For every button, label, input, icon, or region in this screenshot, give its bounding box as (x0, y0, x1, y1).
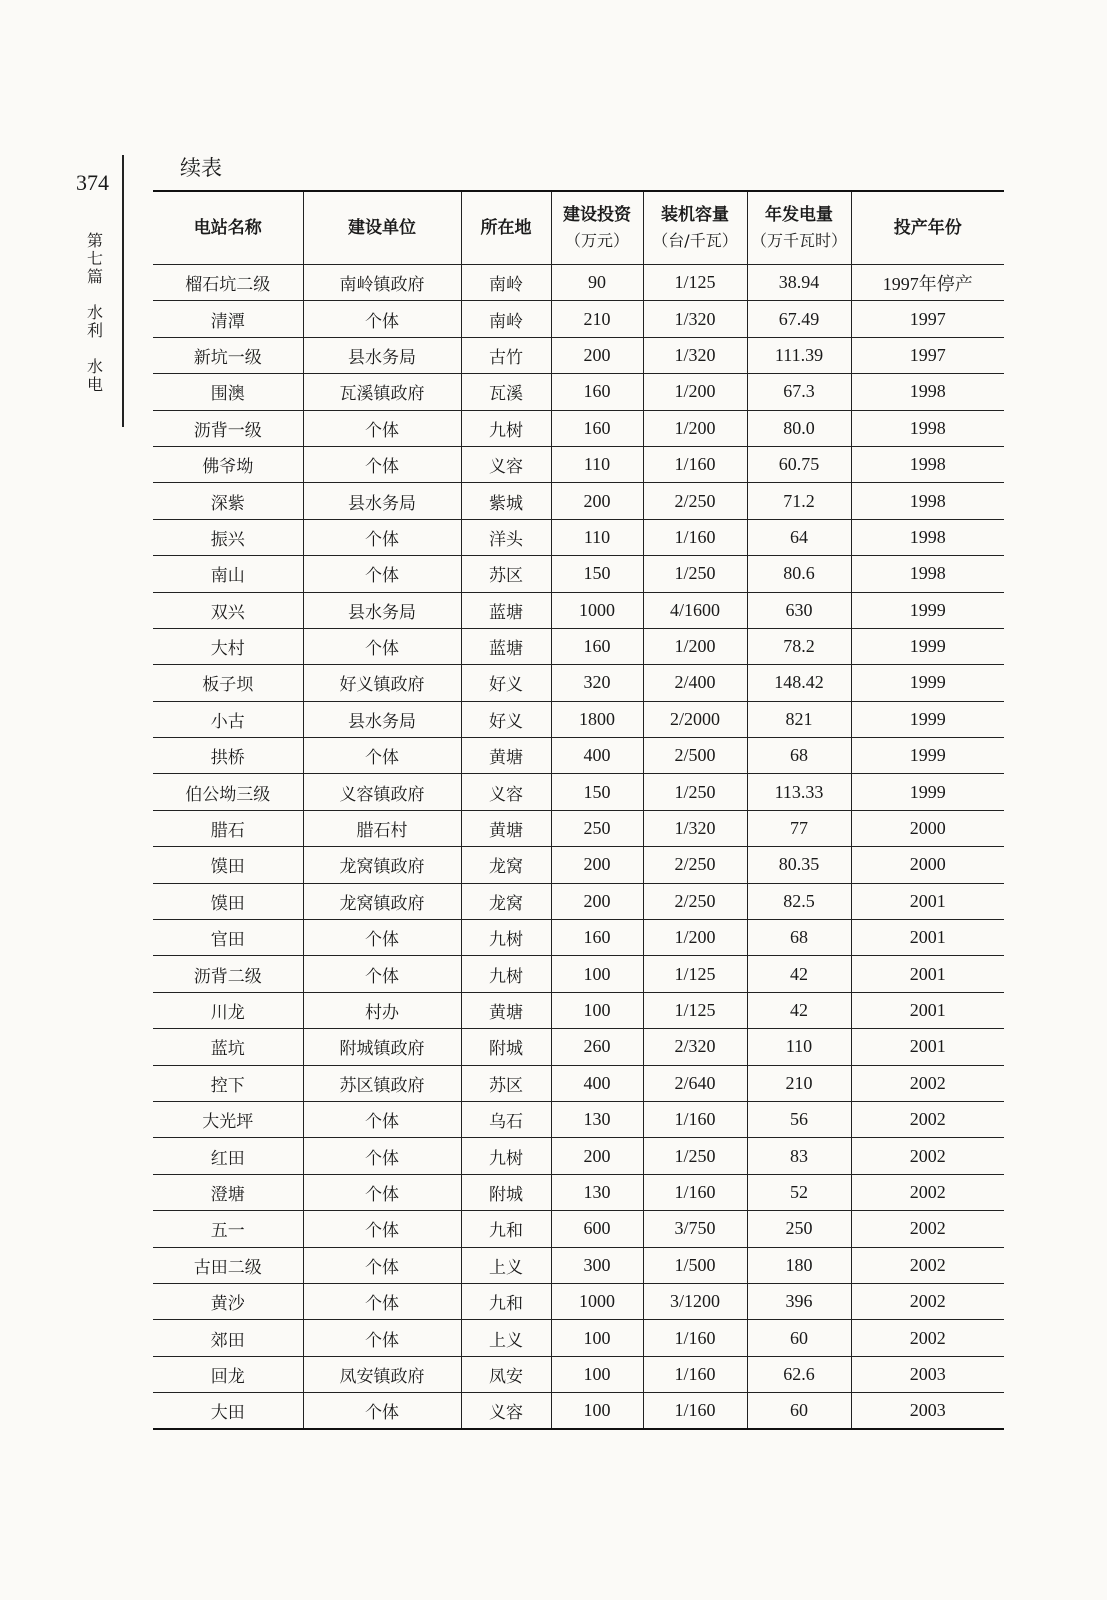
table-cell: 2/250 (643, 883, 747, 919)
table-cell: 2001 (851, 1029, 1004, 1065)
table-cell: 义容 (461, 774, 551, 810)
table-row (153, 810, 1004, 846)
table-cell: 1/125 (643, 956, 747, 992)
table-cell: 3/750 (643, 1211, 747, 1247)
table-cell: 龙窝 (461, 883, 551, 919)
table-row (153, 628, 1004, 664)
table-cell: 九树 (461, 1138, 551, 1174)
table-cell: 260 (551, 1029, 643, 1065)
table-cell: 78.2 (747, 628, 851, 664)
table-cell: 新坑一级 (153, 337, 303, 373)
table-cell: 100 (551, 1356, 643, 1392)
table-cell: 上义 (461, 1247, 551, 1283)
table-cell: 沥背一级 (153, 410, 303, 446)
table-cell: 2/250 (643, 483, 747, 519)
table-cell: 乌石 (461, 1101, 551, 1137)
table-cell: 南山 (153, 556, 303, 592)
table-row (153, 301, 1004, 337)
table-cell: 56 (747, 1101, 851, 1137)
table-cell: 1999 (851, 665, 1004, 701)
table-cell: 2002 (851, 1101, 1004, 1137)
table-cell: 1/200 (643, 374, 747, 410)
table-cell: 110 (551, 446, 643, 482)
table-cell: 2002 (851, 1211, 1004, 1247)
table-cell: 黄塘 (461, 810, 551, 846)
table-cell: 38.94 (747, 265, 851, 301)
table-cell: 2/500 (643, 738, 747, 774)
table-cell: 大田 (153, 1393, 303, 1429)
table-cell: 围澳 (153, 374, 303, 410)
table-cell: 个体 (303, 1174, 461, 1210)
table-cell: 红田 (153, 1138, 303, 1174)
table-cell: 村办 (303, 992, 461, 1028)
table-cell: 396 (747, 1283, 851, 1319)
table-cell: 个体 (303, 1211, 461, 1247)
table-row (153, 1138, 1004, 1174)
table-cell: 1999 (851, 628, 1004, 664)
table-cell: 南岭 (461, 301, 551, 337)
table-row (153, 1174, 1004, 1210)
table-cell: 苏区 (461, 556, 551, 592)
table-cell: 250 (551, 810, 643, 846)
table-cell: 2/250 (643, 847, 747, 883)
side-label-char: 水 (86, 303, 103, 322)
table-cell: 附城 (461, 1029, 551, 1065)
table-cell: 67.3 (747, 374, 851, 410)
table-cell: 黄沙 (153, 1283, 303, 1319)
table-cell: 300 (551, 1247, 643, 1283)
table-cell: 2000 (851, 810, 1004, 846)
table-cell: 龙窝 (461, 847, 551, 883)
table-cell: 振兴 (153, 519, 303, 555)
table-row (153, 992, 1004, 1028)
table-cell: 160 (551, 410, 643, 446)
table-cell: 九树 (461, 410, 551, 446)
table-cell: 67.49 (747, 301, 851, 337)
side-label-char: 篇 (86, 267, 103, 286)
table-cell: 大光坪 (153, 1101, 303, 1137)
table-row (153, 265, 1004, 301)
table-cell: 2001 (851, 883, 1004, 919)
table-cell: 110 (747, 1029, 851, 1065)
table-cell: 澄塘 (153, 1174, 303, 1210)
table-cell: 2003 (851, 1356, 1004, 1392)
table-cell: 80.0 (747, 410, 851, 446)
side-label-char: 水 (86, 357, 103, 376)
table-cell: 蓝塘 (461, 628, 551, 664)
column-header (303, 191, 461, 265)
table-cell: 个体 (303, 628, 461, 664)
table-cell: 1999 (851, 592, 1004, 628)
table-cell: 630 (747, 592, 851, 628)
table-cell: 个体 (303, 1283, 461, 1319)
table-cell: 1/250 (643, 774, 747, 810)
table-row (153, 556, 1004, 592)
table-cell: 黄塘 (461, 992, 551, 1028)
table-cell: 1/250 (643, 556, 747, 592)
table-cell: 个体 (303, 1393, 461, 1429)
table-row (153, 483, 1004, 519)
table-cell: 1997年停产 (851, 265, 1004, 301)
table-cell: 县水务局 (303, 592, 461, 628)
column-header-unit: （万元） (564, 231, 629, 250)
table-cell: 2003 (851, 1393, 1004, 1429)
table-cell: 64 (747, 519, 851, 555)
table-row (153, 956, 1004, 992)
table-cell: 1/320 (643, 337, 747, 373)
column-header (461, 191, 551, 265)
column-header-title: 建设投资 (563, 205, 631, 225)
column-header-unit: （万千瓦时） (750, 231, 847, 250)
table-cell: 1/125 (643, 992, 747, 1028)
table-cell: 2001 (851, 992, 1004, 1028)
table-row (153, 1211, 1004, 1247)
column-header-title: 建设单位 (348, 218, 416, 238)
table-cell: 42 (747, 992, 851, 1028)
table-cell: 1/160 (643, 1101, 747, 1137)
continued-table-label: 续表 (180, 156, 222, 180)
table-cell: 个体 (303, 410, 461, 446)
table-cell: 250 (747, 1211, 851, 1247)
table-cell: 320 (551, 665, 643, 701)
column-header-unit: （台/千瓦） (652, 231, 738, 250)
table-cell: 60 (747, 1320, 851, 1356)
table-cell: 好义 (461, 701, 551, 737)
table-cell: 2/400 (643, 665, 747, 701)
table-cell: 1000 (551, 1283, 643, 1319)
table-cell: 60 (747, 1393, 851, 1429)
table-cell: 1/160 (643, 446, 747, 482)
table-cell: 1/200 (643, 920, 747, 956)
table-cell: 榴石坑二级 (153, 265, 303, 301)
table-cell: 双兴 (153, 592, 303, 628)
table-cell: 紫城 (461, 483, 551, 519)
table-cell: 200 (551, 883, 643, 919)
table-cell: 130 (551, 1101, 643, 1137)
side-label-char: 第 (86, 231, 103, 250)
table-row (153, 519, 1004, 555)
page-number: 374 (76, 170, 109, 195)
table-cell: 义容 (461, 1393, 551, 1429)
table-cell: 1998 (851, 410, 1004, 446)
table-cell: 大村 (153, 628, 303, 664)
table-cell: 古竹 (461, 337, 551, 373)
table-cell: 100 (551, 992, 643, 1028)
table-cell: 个体 (303, 301, 461, 337)
table-cell: 个体 (303, 1138, 461, 1174)
table-cell: 68 (747, 920, 851, 956)
table-cell: 60.75 (747, 446, 851, 482)
column-header (643, 191, 747, 265)
table-cell: 县水务局 (303, 483, 461, 519)
table-cell: 个体 (303, 1247, 461, 1283)
table-cell: 1/200 (643, 628, 747, 664)
table-cell: 82.5 (747, 883, 851, 919)
table-cell: 1998 (851, 446, 1004, 482)
table-cell: 4/1600 (643, 592, 747, 628)
table-cell: 1999 (851, 774, 1004, 810)
table-row (153, 1247, 1004, 1283)
section-side-label (84, 232, 106, 394)
table-cell: 洋头 (461, 519, 551, 555)
table-cell: 2001 (851, 956, 1004, 992)
table-row (153, 774, 1004, 810)
table-body (153, 265, 1004, 1430)
table-cell: 个体 (303, 556, 461, 592)
table-cell: 1998 (851, 519, 1004, 555)
table-cell: 1/125 (643, 265, 747, 301)
table-cell: 个体 (303, 1101, 461, 1137)
table-cell: 42 (747, 956, 851, 992)
table-cell: 1/250 (643, 1138, 747, 1174)
table-cell: 1999 (851, 701, 1004, 737)
table-cell: 2/2000 (643, 701, 747, 737)
table-cell: 180 (747, 1247, 851, 1283)
table-cell: 1997 (851, 301, 1004, 337)
table-cell: 2002 (851, 1174, 1004, 1210)
table-cell: 2002 (851, 1065, 1004, 1101)
table-cell: 九树 (461, 956, 551, 992)
table-cell: 馍田 (153, 883, 303, 919)
table-cell: 蓝坑 (153, 1029, 303, 1065)
table-cell: 2/640 (643, 1065, 747, 1101)
table-cell: 郊田 (153, 1320, 303, 1356)
table-cell: 52 (747, 1174, 851, 1210)
table-cell: 南岭镇政府 (303, 265, 461, 301)
table-cell: 南岭 (461, 265, 551, 301)
table-cell: 1/320 (643, 301, 747, 337)
table-cell: 1998 (851, 374, 1004, 410)
table-cell: 1000 (551, 592, 643, 628)
table-cell: 1/500 (643, 1247, 747, 1283)
table-cell: 个体 (303, 519, 461, 555)
column-header-title: 所在地 (480, 218, 532, 238)
column-header (551, 191, 643, 265)
table-cell: 沥背二级 (153, 956, 303, 992)
table-cell: 77 (747, 810, 851, 846)
column-header (851, 191, 1004, 265)
table-cell: 瓦溪镇政府 (303, 374, 461, 410)
table-cell: 110 (551, 519, 643, 555)
table-row (153, 920, 1004, 956)
table-row (153, 738, 1004, 774)
table-cell: 100 (551, 956, 643, 992)
table-row (153, 883, 1004, 919)
table-cell: 1/160 (643, 1320, 747, 1356)
table-cell: 3/1200 (643, 1283, 747, 1319)
table-row (153, 410, 1004, 446)
table-cell: 1/160 (643, 519, 747, 555)
table-cell: 113.33 (747, 774, 851, 810)
table-cell: 2002 (851, 1320, 1004, 1356)
table-cell: 160 (551, 920, 643, 956)
table-cell: 2000 (851, 847, 1004, 883)
column-header (747, 191, 851, 265)
table-cell: 160 (551, 628, 643, 664)
table-cell: 好义镇政府 (303, 665, 461, 701)
table-row (153, 665, 1004, 701)
table-cell: 龙窝镇政府 (303, 847, 461, 883)
table-cell: 县水务局 (303, 701, 461, 737)
table-cell: 官田 (153, 920, 303, 956)
table-cell: 馍田 (153, 847, 303, 883)
table-cell: 200 (551, 1138, 643, 1174)
table-cell: 附城镇政府 (303, 1029, 461, 1065)
table-cell: 龙窝镇政府 (303, 883, 461, 919)
table-cell: 1/320 (643, 810, 747, 846)
table-cell: 佛爷坳 (153, 446, 303, 482)
table-cell: 1/160 (643, 1174, 747, 1210)
column-header-title: 装机容量 (661, 205, 729, 225)
table-cell: 川龙 (153, 992, 303, 1028)
table-cell: 凤安镇政府 (303, 1356, 461, 1392)
table-cell: 附城 (461, 1174, 551, 1210)
table-cell: 130 (551, 1174, 643, 1210)
table-header-row (153, 191, 1004, 265)
table-row (153, 1283, 1004, 1319)
table-cell: 古田二级 (153, 1247, 303, 1283)
table-cell: 凤安 (461, 1356, 551, 1392)
table-cell: 80.6 (747, 556, 851, 592)
table-cell: 100 (551, 1393, 643, 1429)
table-cell: 148.42 (747, 665, 851, 701)
hydropower-station-table (153, 190, 1004, 1430)
table-cell: 1800 (551, 701, 643, 737)
column-header-title: 年发电量 (765, 205, 833, 225)
table-cell: 80.35 (747, 847, 851, 883)
table-cell: 深紫 (153, 483, 303, 519)
table-cell: 个体 (303, 1320, 461, 1356)
column-header-title: 投产年份 (893, 218, 962, 238)
table-cell: 伯公坳三级 (153, 774, 303, 810)
table-cell: 黄塘 (461, 738, 551, 774)
table-cell: 苏区 (461, 1065, 551, 1101)
table-row (153, 446, 1004, 482)
table-cell: 九和 (461, 1211, 551, 1247)
table-cell: 400 (551, 738, 643, 774)
table-row (153, 1393, 1004, 1429)
table-cell: 1999 (851, 738, 1004, 774)
column-header-title: 电站名称 (193, 218, 262, 238)
table-row (153, 1101, 1004, 1137)
table-cell: 68 (747, 738, 851, 774)
table-cell: 九树 (461, 920, 551, 956)
table-cell: 瓦溪 (461, 374, 551, 410)
table-row (153, 1320, 1004, 1356)
table-cell: 150 (551, 556, 643, 592)
table-cell: 义容镇政府 (303, 774, 461, 810)
table-cell: 71.2 (747, 483, 851, 519)
side-label-char: 电 (86, 375, 103, 394)
table-cell: 个体 (303, 738, 461, 774)
table-cell: 1998 (851, 483, 1004, 519)
table-cell: 回龙 (153, 1356, 303, 1392)
table-cell: 150 (551, 774, 643, 810)
table-cell: 好义 (461, 665, 551, 701)
side-label-char: 利 (86, 321, 103, 340)
table-cell: 腊石 (153, 810, 303, 846)
table-cell: 蓝塘 (461, 592, 551, 628)
table-row (153, 337, 1004, 373)
table-row (153, 374, 1004, 410)
table-cell: 2/320 (643, 1029, 747, 1065)
table-row (153, 847, 1004, 883)
table-cell: 1/200 (643, 410, 747, 446)
table-cell: 210 (551, 301, 643, 337)
table-cell: 板子坝 (153, 665, 303, 701)
table-cell: 个体 (303, 446, 461, 482)
table-cell: 210 (747, 1065, 851, 1101)
table-row (153, 592, 1004, 628)
side-label-gap (84, 286, 106, 304)
table-cell: 821 (747, 701, 851, 737)
table-cell: 1997 (851, 337, 1004, 373)
side-divider (122, 155, 124, 427)
table-cell: 腊石村 (303, 810, 461, 846)
table-cell: 县水务局 (303, 337, 461, 373)
table-cell: 清潭 (153, 301, 303, 337)
table-cell: 1/160 (643, 1356, 747, 1392)
table-cell: 小古 (153, 701, 303, 737)
table-cell: 1/160 (643, 1393, 747, 1429)
table-cell: 2002 (851, 1247, 1004, 1283)
side-label-char: 七 (86, 249, 103, 268)
column-header (153, 191, 303, 265)
side-label-gap (84, 340, 106, 358)
table-cell: 2001 (851, 920, 1004, 956)
table-cell: 上义 (461, 1320, 551, 1356)
table-cell: 1998 (851, 556, 1004, 592)
table-cell: 90 (551, 265, 643, 301)
table-cell: 2002 (851, 1283, 1004, 1319)
table-cell: 600 (551, 1211, 643, 1247)
table-cell: 100 (551, 1320, 643, 1356)
table-cell: 200 (551, 337, 643, 373)
table-cell: 个体 (303, 956, 461, 992)
table-cell: 2002 (851, 1138, 1004, 1174)
table-cell: 义容 (461, 446, 551, 482)
table-cell: 83 (747, 1138, 851, 1174)
table-row (153, 1356, 1004, 1392)
table-cell: 五一 (153, 1211, 303, 1247)
table-cell: 拱桥 (153, 738, 303, 774)
table-cell: 个体 (303, 920, 461, 956)
table-cell: 111.39 (747, 337, 851, 373)
table-row (153, 701, 1004, 737)
table-cell: 控下 (153, 1065, 303, 1101)
table-cell: 400 (551, 1065, 643, 1101)
table-cell: 九和 (461, 1283, 551, 1319)
table-cell: 苏区镇政府 (303, 1065, 461, 1101)
table-cell: 200 (551, 847, 643, 883)
table-row (153, 1029, 1004, 1065)
table-cell: 200 (551, 483, 643, 519)
table-row (153, 1065, 1004, 1101)
table-cell: 62.6 (747, 1356, 851, 1392)
table-cell: 160 (551, 374, 643, 410)
